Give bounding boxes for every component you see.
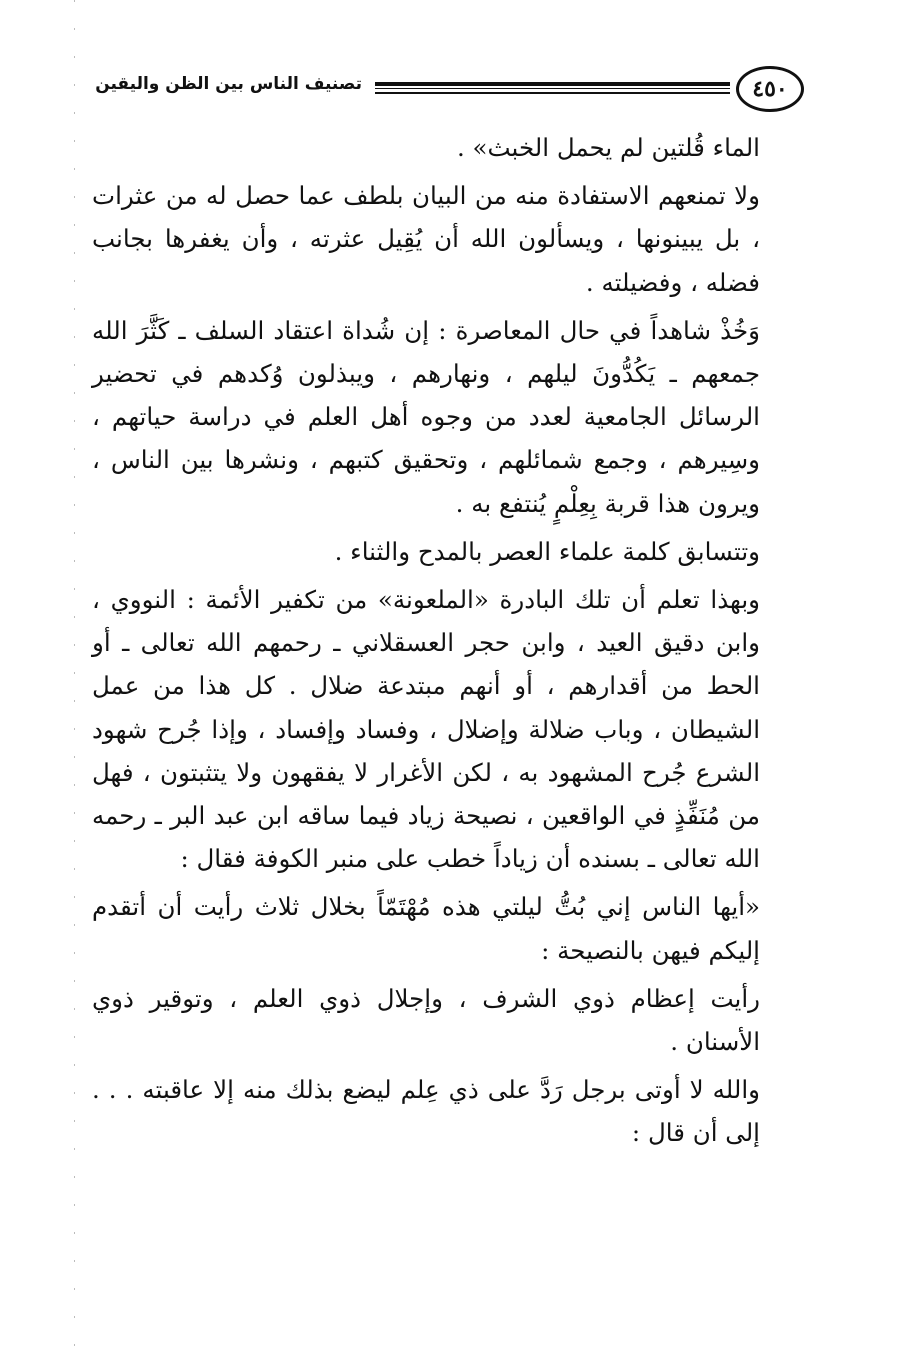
quote-paragraph: والله لا أوتى برجل رَدَّ على ذي عِلم ليضع بذلك منه إلا عاقبته . . . إلى أن قال :	[92, 1075, 760, 1148]
paragraph: وبهذا تعلم أن تلك البادرة «الملعونة» من تكفير الأئمة : النووي ، وابن دقيق العيد ، وابن حجر العسقلاني ـ رحمهم الله تعالى ـ أو الحط من أقدارهم ، أو أنهم مبتدعة ضلال . كل هذا من عمل الشيطان ، وباب ضلالة وإضلال ، وفساد وإفساد ، وإذا جُرح شهود الشرع جُرح المشهود به ، لكن الأغرار لا يفقهون ولا يتثبتون ، فهل من مُنَفِّذٍ في الواقعين ، نصيحة زياد فيما ساقه ابن عبد البر ـ رحمه الله تعالى ـ بسنده أن زياداً خطب على منبر الكوفة فقال :	[92, 585, 760, 874]
body-text	[92, 126, 760, 1155]
running-title: تصنيف الناس بين الظن واليقين	[95, 74, 362, 94]
paragraph: الماء قُلتين لم يحمل الخبث» .	[456, 133, 760, 162]
header-rule	[375, 82, 730, 94]
paragraph: ولا تمنعهم الاستفادة منه من البيان بلطف عما حصل له من عثرات ، بل يبينونها ، ويسألون الله أن يُقِيل عثرته ، وأن يغفرها بجانب فضله ، وفضيلته .	[92, 181, 760, 297]
paragraph: وتتسابق كلمة علماء العصر بالمدح والثناء .	[334, 536, 760, 566]
paragraph: وَخُذْ شاهداً في حال المعاصرة : إن شُداة اعتقاد السلف ـ كَثَّرَ الله جمعهم ـ يَكُدُّونَ ليلهم ، ونهارهم ، ويبذلون وُكدهم في تحضير الرسائل الجامعية لعدد من وجوه أهل العلم في دراسة حياتهم ، وسِيرهم ، وجمع شمائلهم ، وتحقيق كتبهم ، ونشرها بين الناس ، ويرون هذا قربة بِعِلْمٍ يُنتفع به .	[92, 315, 760, 518]
gutter-dots	[74, 0, 75, 1350]
quote-paragraph: رأيت إعظام ذوي الشرف ، وإجلال ذوي العلم ، وتوقير ذوي الأسنان .	[92, 983, 760, 1057]
page-header	[90, 66, 810, 112]
page-number: ٤٥٠	[736, 66, 804, 112]
quote-paragraph: «أيها الناس إني بُتُّ ليلتي هذه مُهْتَمّاً بخلال ثلاث رأيت أن أتقدم إليكم فيهن بالنصيحة :	[92, 892, 760, 965]
